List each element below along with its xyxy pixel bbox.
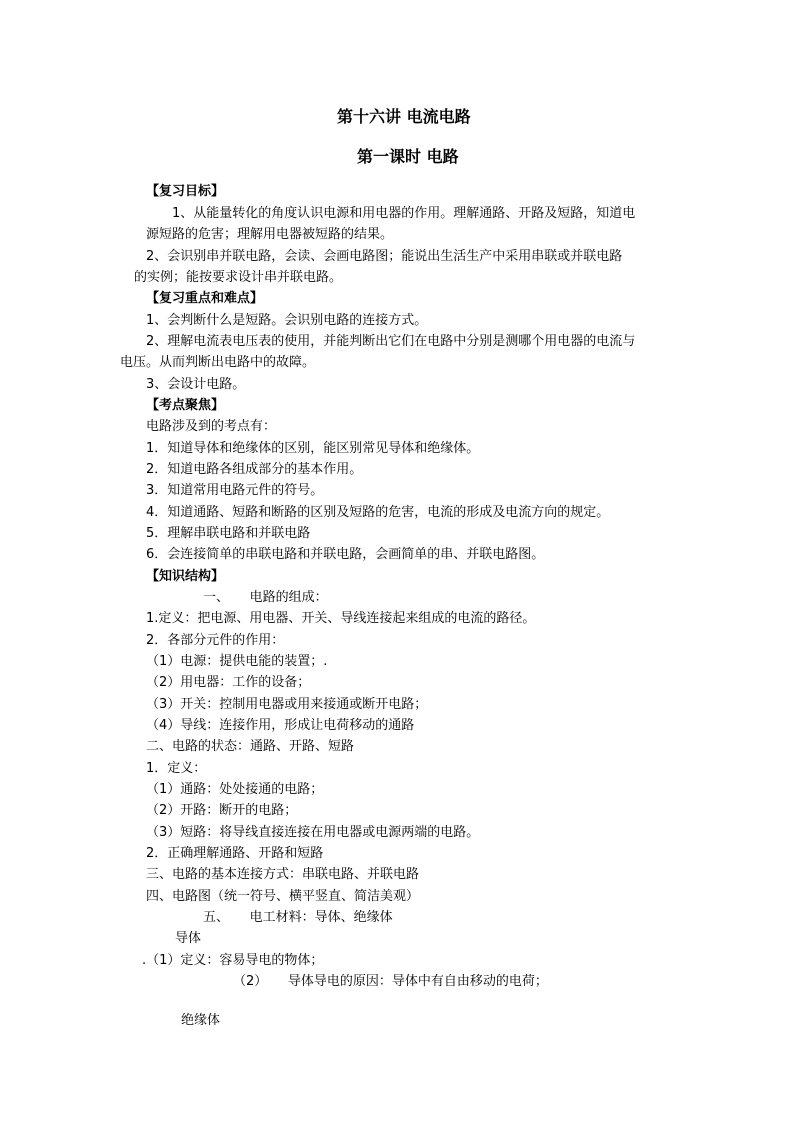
structure-line: 导体	[175, 931, 202, 946]
structure-line: （3）开关：控制用电器或用来接通或断开电路；	[146, 697, 428, 712]
structure-line: （4）导线：连接作用，形成让电荷移动的通路	[146, 718, 415, 733]
structure-line: 三、电路的基本连接方式：串联电路、并联电路	[146, 867, 420, 882]
structure-line: （2）用电器：工作的设备；	[146, 675, 311, 690]
structure-line: （2）开路：断开的电路；	[146, 803, 298, 818]
structure-line: （2） 导体导电的原因：导体中有自由移动的电荷；	[233, 974, 548, 989]
section-heading-exam-focus: 【考点聚焦】	[146, 398, 225, 413]
section-heading-key-points: 【复习重点和难点】	[146, 291, 264, 306]
exam-focus-line: 1．知道导体和绝缘体的区别，能区别常见导体和绝缘体。	[146, 441, 480, 456]
section-heading-goals: 【复习目标】	[146, 184, 225, 199]
goals-line: 2、会识别串并联电路，会读、会画电路图；能说出生活生产中采用串联或并联电路	[146, 249, 623, 264]
key-points-line: 电压。从而判断出电路中的故障。	[120, 355, 316, 370]
page-title: 第十六讲 电流电路	[337, 107, 471, 126]
goals-line: 源短路的危害；理解用电器被短路的结果。	[146, 227, 394, 242]
structure-line: 绝缘体	[181, 1013, 221, 1028]
structure-line: 四、电路图（统一符号、横平竖直、简洁美观）	[146, 889, 420, 904]
goals-line: 1、从能量转化的角度认识电源和用电器的作用。理解通路、开路及短路，知道电	[172, 206, 636, 221]
structure-line: （1）通路：处处接通的电路；	[146, 782, 324, 797]
structure-line: （3）短路：将导线直接连接在用电器或电源两端的电路。	[146, 825, 480, 840]
section-heading-structure: 【知识结构】	[146, 569, 225, 584]
page-subtitle: 第一课时 电路	[357, 147, 459, 166]
exam-focus-line: 5．理解串联电路和并联电路	[146, 526, 311, 541]
structure-line: 1．定义：	[146, 761, 207, 776]
structure-line: （1）电源：提供电能的装置；.	[146, 654, 328, 669]
structure-line: .（1）定义：容易导电的物体；	[142, 953, 324, 968]
structure-line: 五、 电工材料：导体、绝缘体	[203, 910, 393, 925]
exam-focus-line: 3．知道常用电路元件的符号。	[146, 483, 324, 498]
key-points-line: 2、理解电流表电压表的使用，并能判断出它们在电路中分别是测哪个用电器的电流与	[146, 334, 636, 349]
goals-line: 的实例；能按要求设计串并联电路。	[134, 270, 343, 285]
exam-focus-line: 6．会连接简单的串联电路和并联电路，会画简单的串、并联电路图。	[146, 547, 545, 562]
structure-line: 一、 电路的组成：	[203, 590, 328, 605]
structure-line: 1.定义：把电源、用电器、开关、导线连接起来组成的电流的路径。	[146, 611, 536, 626]
structure-line: 二、电路的状态：通路、开路、短路	[146, 739, 355, 754]
exam-focus-line: 4．知道通路、短路和断路的区别及短路的危害，电流的形成及电流方向的规定。	[146, 505, 610, 520]
structure-line: 2．正确理解通路、开路和短路	[146, 846, 324, 861]
exam-focus-line: 2．知道电路各组成部分的基本作用。	[146, 462, 363, 477]
key-points-line: 3、会设计电路。	[146, 377, 246, 392]
structure-line: 2．各部分元件的作用：	[146, 633, 285, 648]
key-points-line: 1、会判断什么是短路。会识别电路的连接方式。	[146, 313, 428, 328]
exam-focus-line: 电路涉及到的考点有：	[146, 419, 277, 434]
